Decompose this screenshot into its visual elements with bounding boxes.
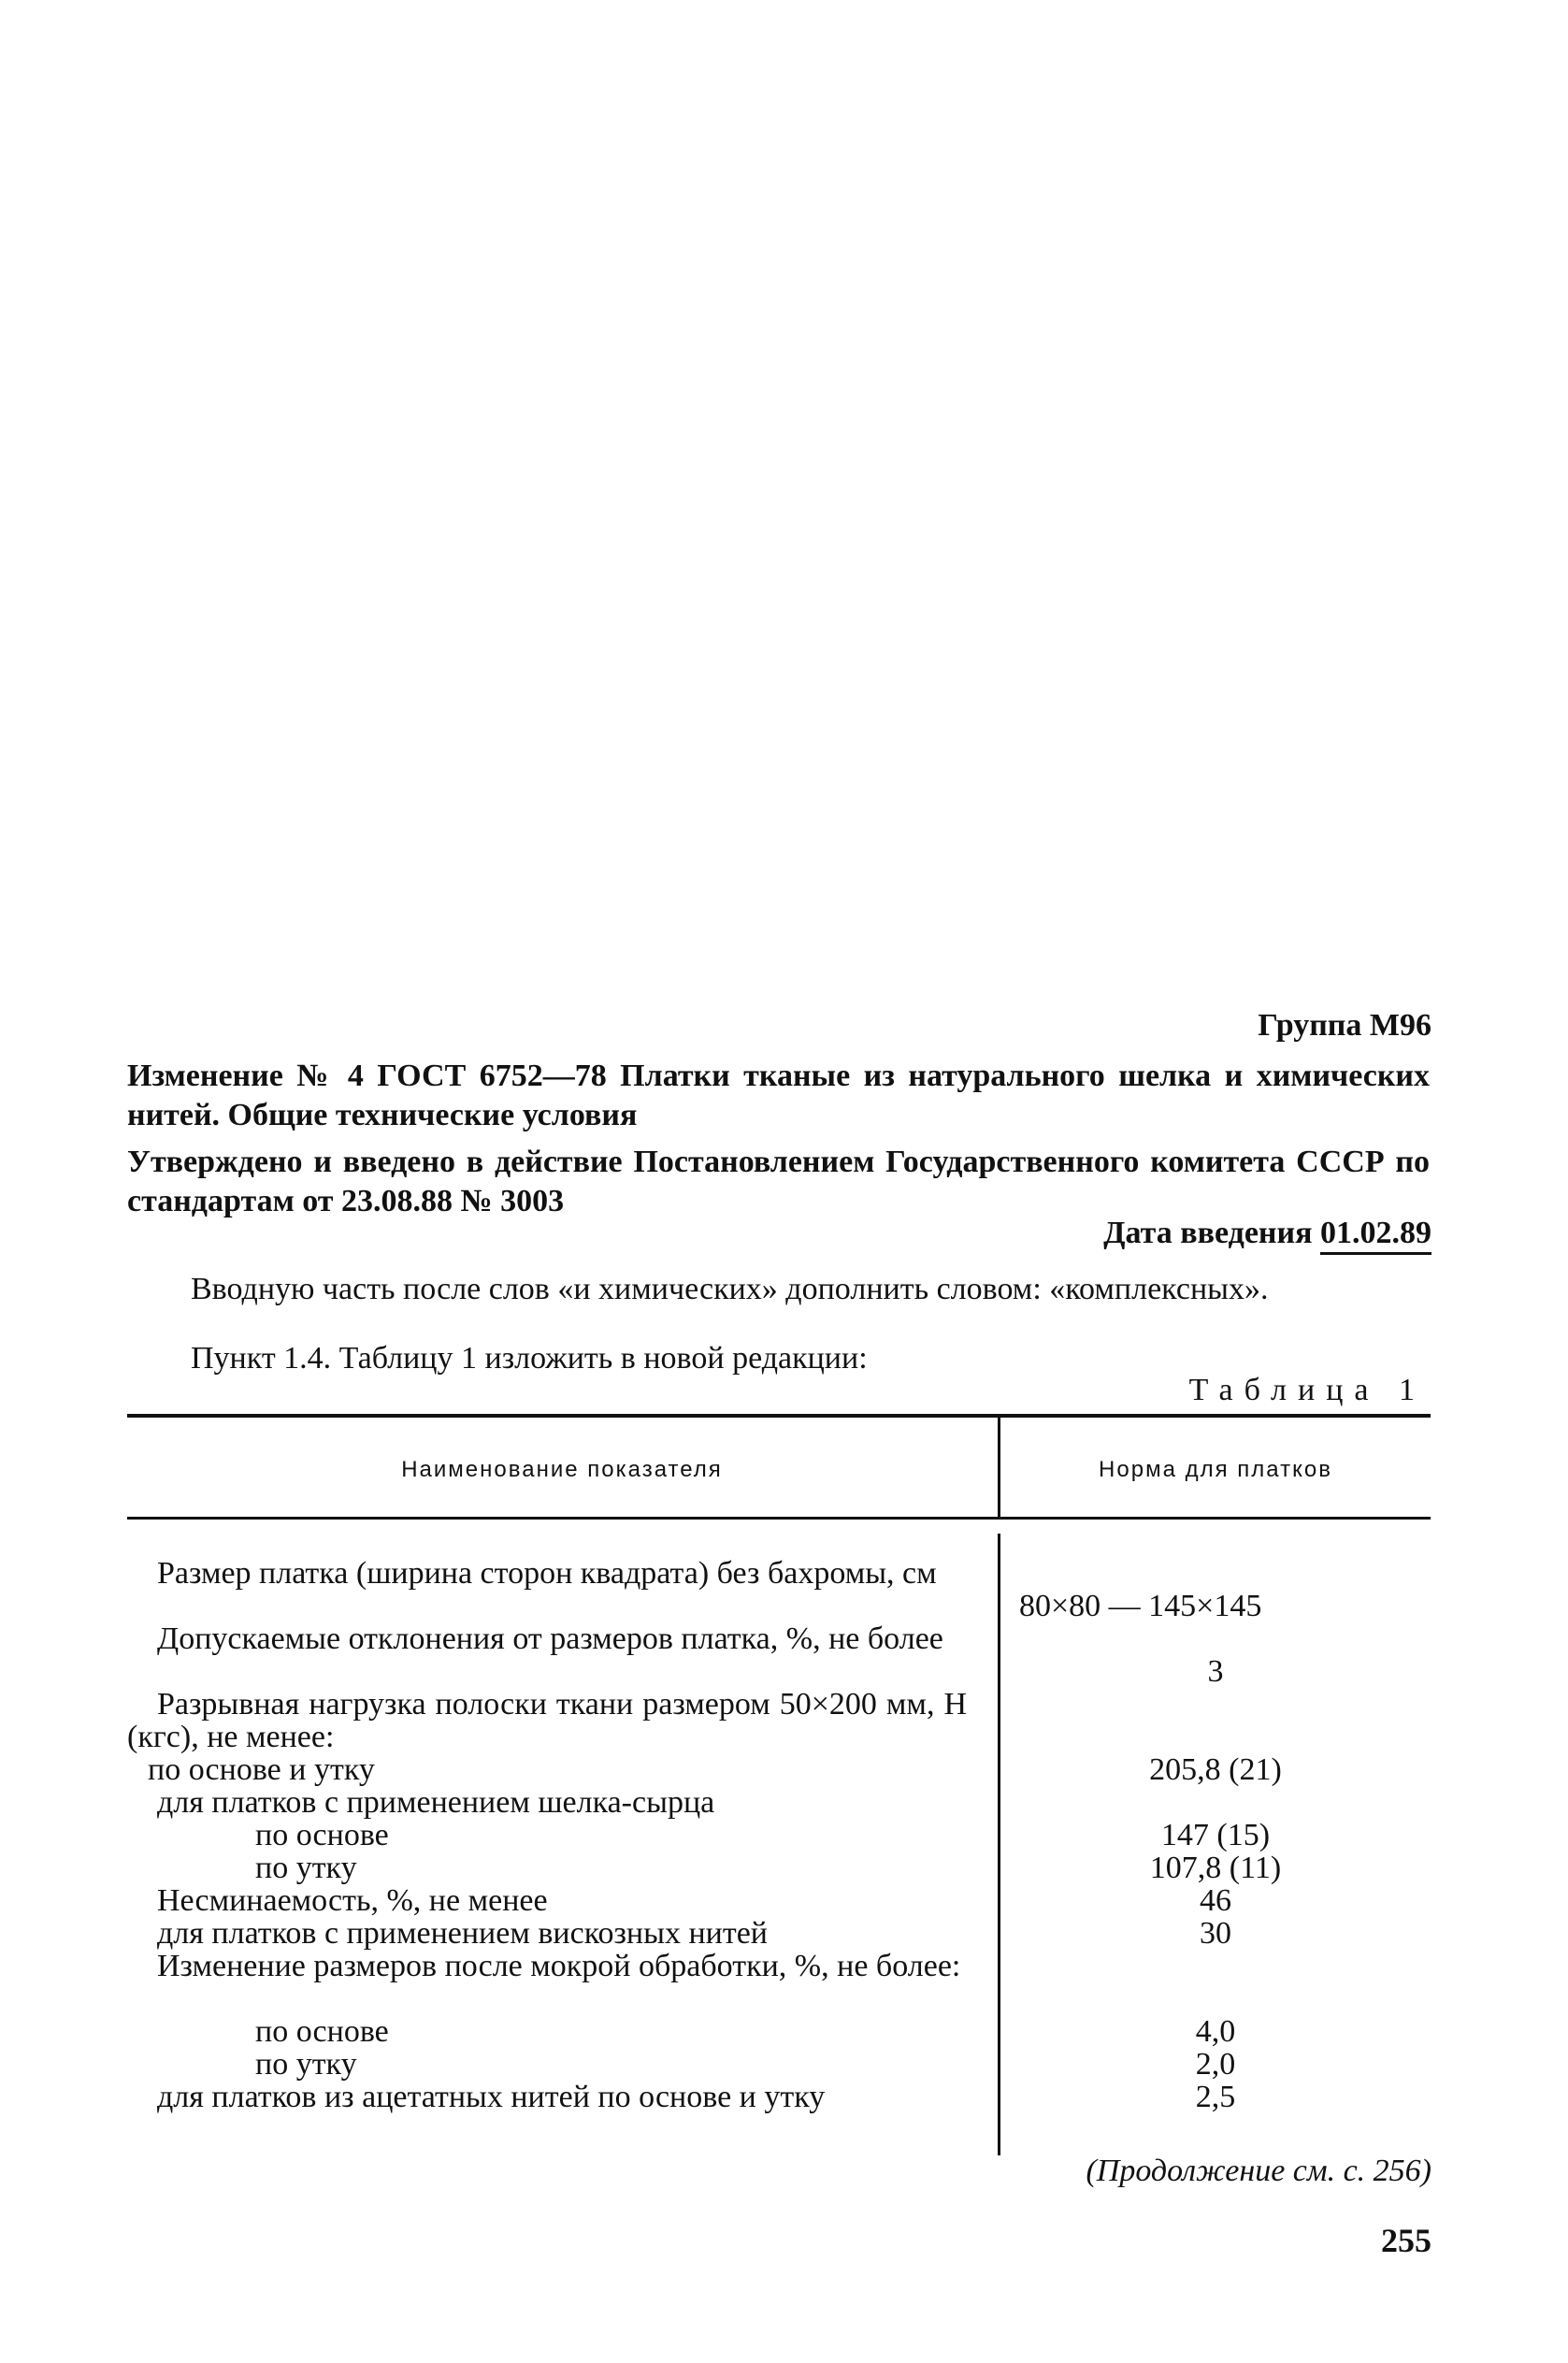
table-norm-raw-silk-weft: 107,8 (11)	[1149, 1851, 1282, 1885]
table-row-shrinkage-weft: по утку	[255, 2047, 357, 2082]
table-norm-crease-resistance: 46	[1200, 1883, 1231, 1918]
table-row-acetate: для платков из ацетатных нитей по основе и утку	[157, 2080, 826, 2114]
table-norm-acetate: 2,5	[1195, 2080, 1236, 2114]
table-norm-warp-weft: 205,8 (21)	[1149, 1752, 1282, 1787]
table-row-shrinkage-warp: по основе	[255, 2014, 389, 2049]
paragraph-clause: Пункт 1.4. Таблицу 1 изложить в новой редакции:	[191, 1341, 868, 1376]
table-row-deviation: Допускаемые отклонения от размеров платка, %, не более	[157, 1621, 943, 1656]
continuation-note: (Продолжение см. с. 256)	[1086, 2154, 1431, 2188]
table-row-crease-resistance: Несминаемость, %, не менее	[157, 1883, 548, 1918]
table-norm-raw-silk-warp: 147 (15)	[1160, 1818, 1271, 1852]
table-row-shrinkage: Изменение размеров после мокрой обработки, %, не более:	[157, 1949, 961, 1983]
table-label: Таблица 1	[1188, 1373, 1426, 1407]
table-row-raw-silk: для платков с применением шелка-сырца	[157, 1785, 715, 1820]
table-row-raw-silk-weft: по утку	[255, 1851, 357, 1885]
effective-date-label: Дата введения	[1103, 1216, 1320, 1250]
effective-date-value: 01.02.89	[1320, 1216, 1431, 1255]
approval-statement: Утверждено и введено в действие Постановлением Государственного комитета СССР по стандартам от 23.08.88 № 3003	[127, 1145, 1430, 1218]
table-norm-deviation: 3	[1207, 1654, 1224, 1689]
table-header-rule	[127, 1517, 1431, 1520]
table-row-warp-weft: по основе и утку	[148, 1752, 375, 1787]
document-title: Изменение № 4 ГОСТ 6752—78 Платки тканые из натурального шелка и химических нитей. Общие технические условия	[127, 1059, 1430, 1132]
table-top-rule	[127, 1414, 1431, 1418]
table-norm-shrinkage-weft: 2,0	[1195, 2047, 1236, 2082]
table-header-norm: Норма для платков	[1099, 1457, 1332, 1482]
paragraph-intro: Вводную часть после слов «и химических» дополнить словом: «комплексных».	[191, 1272, 1269, 1306]
table-norm-shrinkage-warp: 4,0	[1195, 2014, 1236, 2049]
page-number: 255	[1381, 2222, 1431, 2259]
table-row-viscose: для платков с применением вискозных нитей	[157, 1916, 768, 1951]
table-row-raw-silk-warp: по основе	[255, 1818, 389, 1852]
table-norm-size: 80×80 — 145×145	[1019, 1589, 1262, 1623]
table-header-indicator: Наименование показателя	[401, 1457, 723, 1482]
group-label: Группа М96	[1258, 1008, 1431, 1043]
table-row-size: Размер платка (ширина сторон квадрата) без бахромы, см	[157, 1556, 937, 1591]
table-norm-viscose: 30	[1200, 1916, 1231, 1951]
effective-date	[1103, 1216, 1431, 1251]
table-row-breaking-load: Разрывная нагрузка полоски ткани размером 50×200 мм, Н (кгс), не менее:	[127, 1687, 967, 1754]
